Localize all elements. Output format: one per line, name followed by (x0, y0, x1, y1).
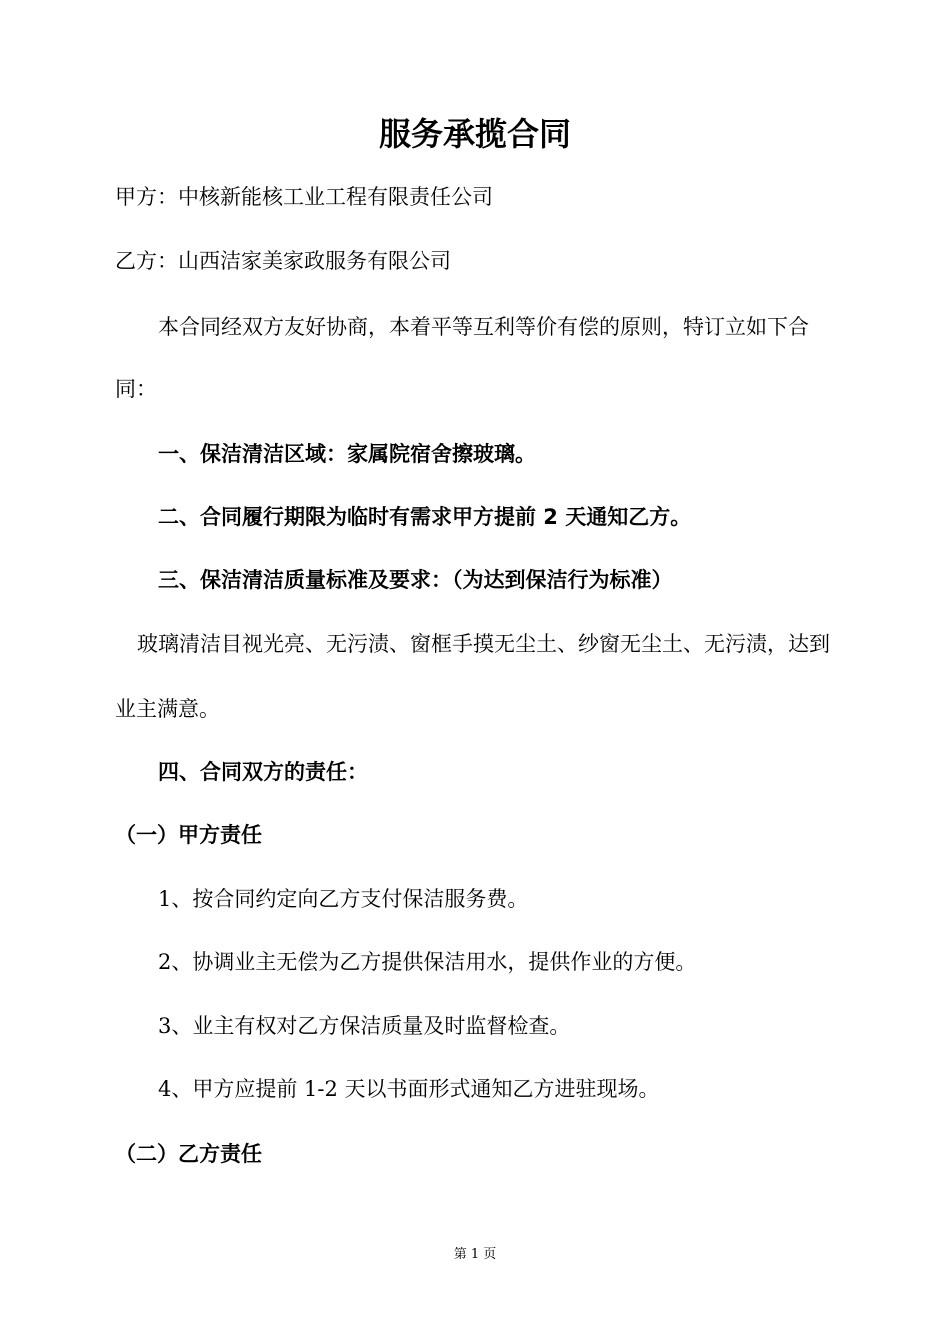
standard-paragraph-line-1: 玻璃清洁目视光亮、无污渍、窗框手摸无尘土、纱窗无尘土、无污渍，达到 (137, 632, 830, 656)
party-a-duty-item: 1、按合同约定向乙方支付保洁服务费。 (158, 887, 529, 911)
intro-paragraph-line-1: 本合同经双方友好协商，本着平等互利等价有偿的原则，特订立如下合 (158, 315, 809, 339)
party-b-line: 乙方：山西洁家美家政服务有限公司 (115, 249, 451, 273)
party-a-duty-item: 3、业主有权对乙方保洁质量及时监督检查。 (158, 1014, 571, 1038)
section-heading-4: 四、合同双方的责任： (158, 760, 368, 784)
standard-paragraph-line-2: 业主满意。 (115, 697, 220, 721)
document-title: 服务承揽合同 (378, 115, 571, 153)
section-heading-2: 二、合同履行期限为临时有需求甲方提前 2 天通知乙方。 (158, 505, 692, 529)
section-heading-1: 一、保洁清洁区域：家属院宿舍擦玻璃。 (158, 442, 536, 466)
party-a-duties-heading: （一）甲方责任 (115, 823, 262, 847)
party-a-duty-item: 4、甲方应提前 1-2 天以书面形式通知乙方进驻现场。 (158, 1077, 660, 1101)
intro-paragraph-line-2: 同： (115, 377, 157, 401)
party-a-line: 甲方：中核新能核工业工程有限责任公司 (115, 185, 493, 209)
section-heading-3: 三、保洁清洁质量标准及要求：（为达到保洁行为标准） (158, 568, 673, 592)
party-a-duty-item: 2、协调业主无偿为乙方提供保洁用水，提供作业的方便。 (158, 950, 697, 974)
page-number-footer: 第 1 页 (453, 1247, 497, 1262)
party-b-duties-heading: （二）乙方责任 (115, 1142, 262, 1166)
